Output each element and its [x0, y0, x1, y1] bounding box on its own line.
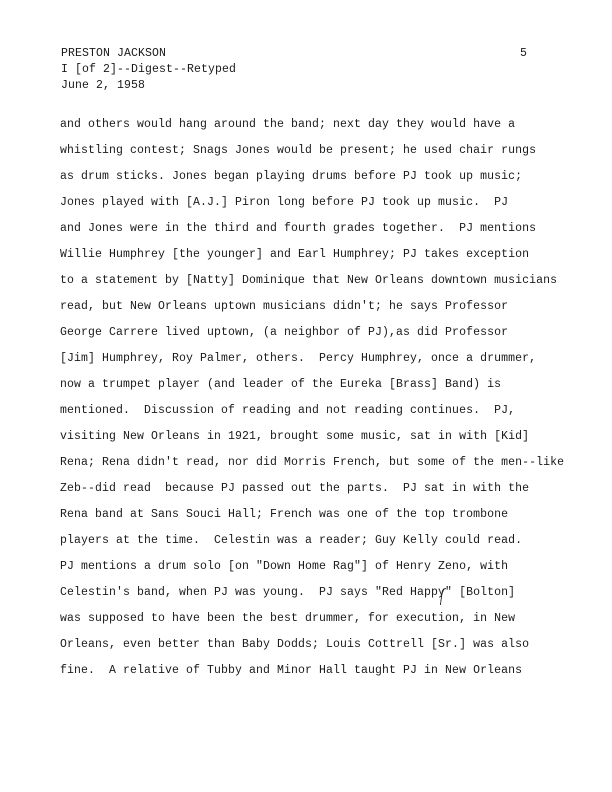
body-line-2: whistling contest; Snags Jones would be present; he used chair rungs [60, 144, 537, 157]
body-line-5: and Jones were in the third and fourth grades together. PJ mentions [60, 222, 537, 235]
body-line-11: now a trumpet player (and leader of the Eureka [Brass] Band) is [60, 378, 502, 391]
body-line-10: [Jim] Humphrey, Roy Palmer, others. Percy Humphrey, once a drummer, [60, 352, 537, 365]
interview-date: June 2, 1958 [61, 79, 146, 92]
body-line-17: players at the time. Celestin was a reader; Guy Kelly could read. [60, 534, 523, 547]
body-line-3: as drum sticks. Jones began playing drums before PJ took up music; [60, 170, 523, 183]
body-line-22: fine. A relative of Tubby and Minor Hall taught PJ in New Orleans [60, 664, 523, 677]
body-line-1: and others would hang around the band; next day they would have a [60, 118, 516, 131]
body-line-8: read, but New Orleans uptown musicians didn't; he says Professor [60, 300, 509, 313]
body-line-19: Celestin's band, when PJ was young. PJ says "Red Happy" [Bolton] [60, 586, 516, 599]
body-line-18: PJ mentions a drum solo [on "Down Home Rag"] of Henry Zeno, with [60, 560, 509, 573]
body-line-7: to a statement by [Natty] Dominique that New Orleans downtown musicians [60, 274, 558, 287]
interviewee-name: PRESTON JACKSON [61, 47, 167, 60]
body-line-9: George Carrere lived uptown, (a neighbor of PJ),as did Professor [60, 326, 509, 339]
body-line-13: visiting New Orleans in 1921, brought some music, sat in with [Kid] [60, 430, 530, 443]
body-line-12: mentioned. Discussion of reading and not reading continues. PJ, [60, 404, 516, 417]
body-line-21: Orleans, even better than Baby Dodds; Louis Cottrell [Sr.] was also [60, 638, 530, 651]
body-line-6: Willie Humphrey [the younger] and Earl Humphrey; PJ takes exception [60, 248, 530, 261]
body-line-4: Jones played with [A.J.] Piron long before PJ took up music. PJ [60, 196, 509, 209]
document-part: I [of 2]--Digest--Retyped [61, 63, 237, 76]
body-line-14: Rena; Rena didn't read, nor did Morris French, but some of the men--like [60, 456, 565, 469]
page-number: 5 [520, 47, 528, 60]
body-line-20: was supposed to have been the best drummer, for execution, in New [60, 612, 516, 625]
body-line-15: Zeb--did read because PJ passed out the parts. PJ sat in with the [60, 482, 530, 495]
body-line-16: Rena band at Sans Souci Hall; French was one of the top trombone [60, 508, 509, 521]
